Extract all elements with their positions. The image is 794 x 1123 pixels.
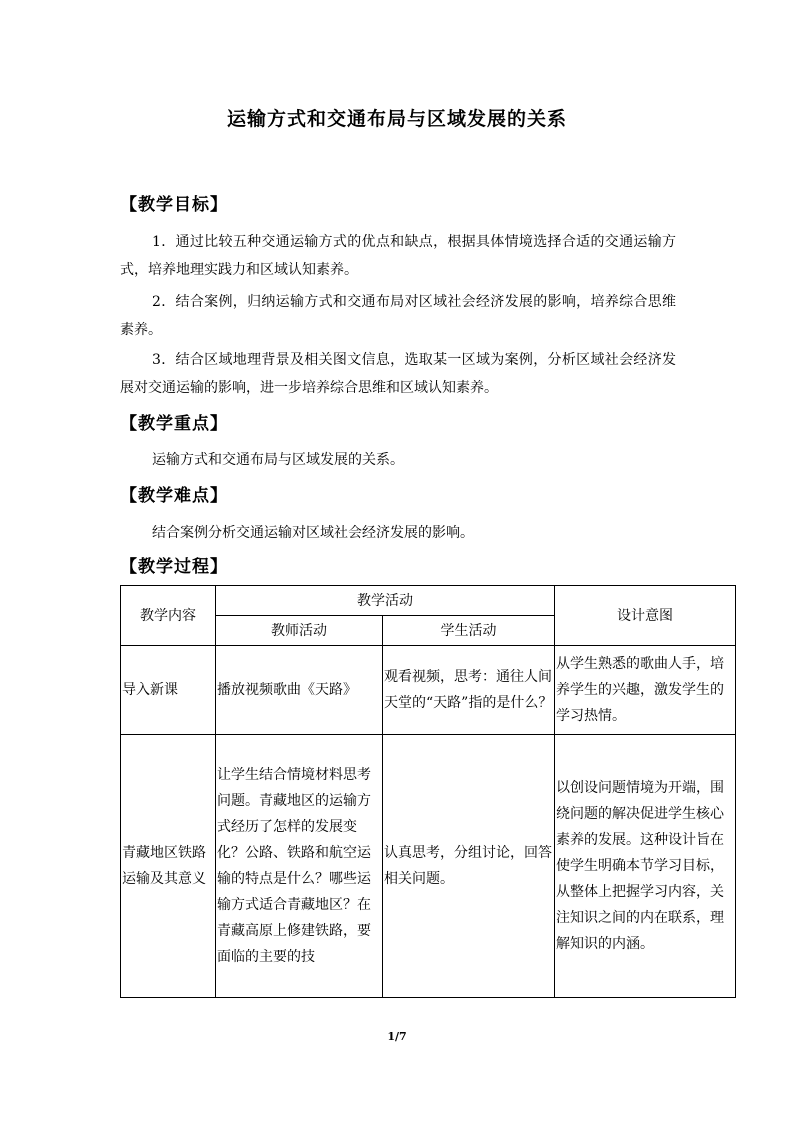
row-student: 观看视频，思考：通往人间天堂的“天路”指的是什么？	[383, 646, 555, 735]
header-student: 学生活动	[383, 616, 555, 646]
header-intent: 设计意图	[555, 586, 736, 646]
table-header-row	[121, 586, 736, 616]
difficulties-heading: 【教学难点】	[120, 486, 228, 506]
row-teacher: 让学生结合情境材料思考问题。青藏地区的运输方式经历了怎样的发展变化？公路、铁路和航空运输的特点是什么？哪些运输方式适合青藏地区？在青藏高原上修建铁路，要面临的主要的技	[216, 735, 383, 998]
row-content: 导入新课	[121, 646, 216, 735]
process-heading: 【教学过程】	[120, 557, 228, 577]
row-content: 青藏地区铁路运输及其意义	[121, 735, 216, 998]
row-student: 认真思考，分组讨论，回答相关问题。	[383, 735, 555, 998]
page-number: 1/7	[387, 1030, 407, 1043]
row-teacher: 播放视频歌曲《天路》	[216, 646, 383, 735]
goal-item-3: 3．结合区域地理背景及相关图文信息，选取某一区域为案例，分析区域社会经济发展对交通运输的影响，进一步培养综合思维和区域认知素养。	[120, 352, 676, 396]
header-content: 教学内容	[121, 586, 216, 646]
key-points-heading: 【教学重点】	[120, 414, 228, 434]
difficulties-text: 结合案例分析交通运输对区域社会经济发展的影响。	[152, 525, 474, 541]
row-intent: 从学生熟悉的歌曲人手，培养学生的兴趣，激发学生的学习热情。	[555, 646, 736, 735]
table-row	[121, 646, 736, 735]
header-activities: 教学活动	[216, 586, 555, 616]
header-teacher: 教师活动	[216, 616, 383, 646]
goal-item-2: 2．结合案例，归纳运输方式和交通布局对区域社会经济发展的影响，培养综合思维素养。	[120, 294, 676, 338]
table-row	[121, 735, 736, 998]
key-points-text: 运输方式和交通布局与区域发展的关系。	[152, 452, 404, 468]
teaching-process-table	[120, 585, 736, 998]
goals-heading: 【教学目标】	[120, 195, 228, 215]
goal-item-1: 1．通过比较五种交通运输方式的优点和缺点，根据具体情境选择合适的交通运输方式，培养地理实践力和区域认知素养。	[120, 234, 676, 278]
row-intent: 以创设问题情境为开端，围绕问题的解决促进学生核心素养的发展。这种设计旨在使学生明确本节学习目标，从整体上把握学习内容，关注知识之间的内在联系，理解知识的内涵。	[555, 735, 736, 998]
page-title: 运输方式和交通布局与区域发展的关系	[226, 108, 567, 130]
